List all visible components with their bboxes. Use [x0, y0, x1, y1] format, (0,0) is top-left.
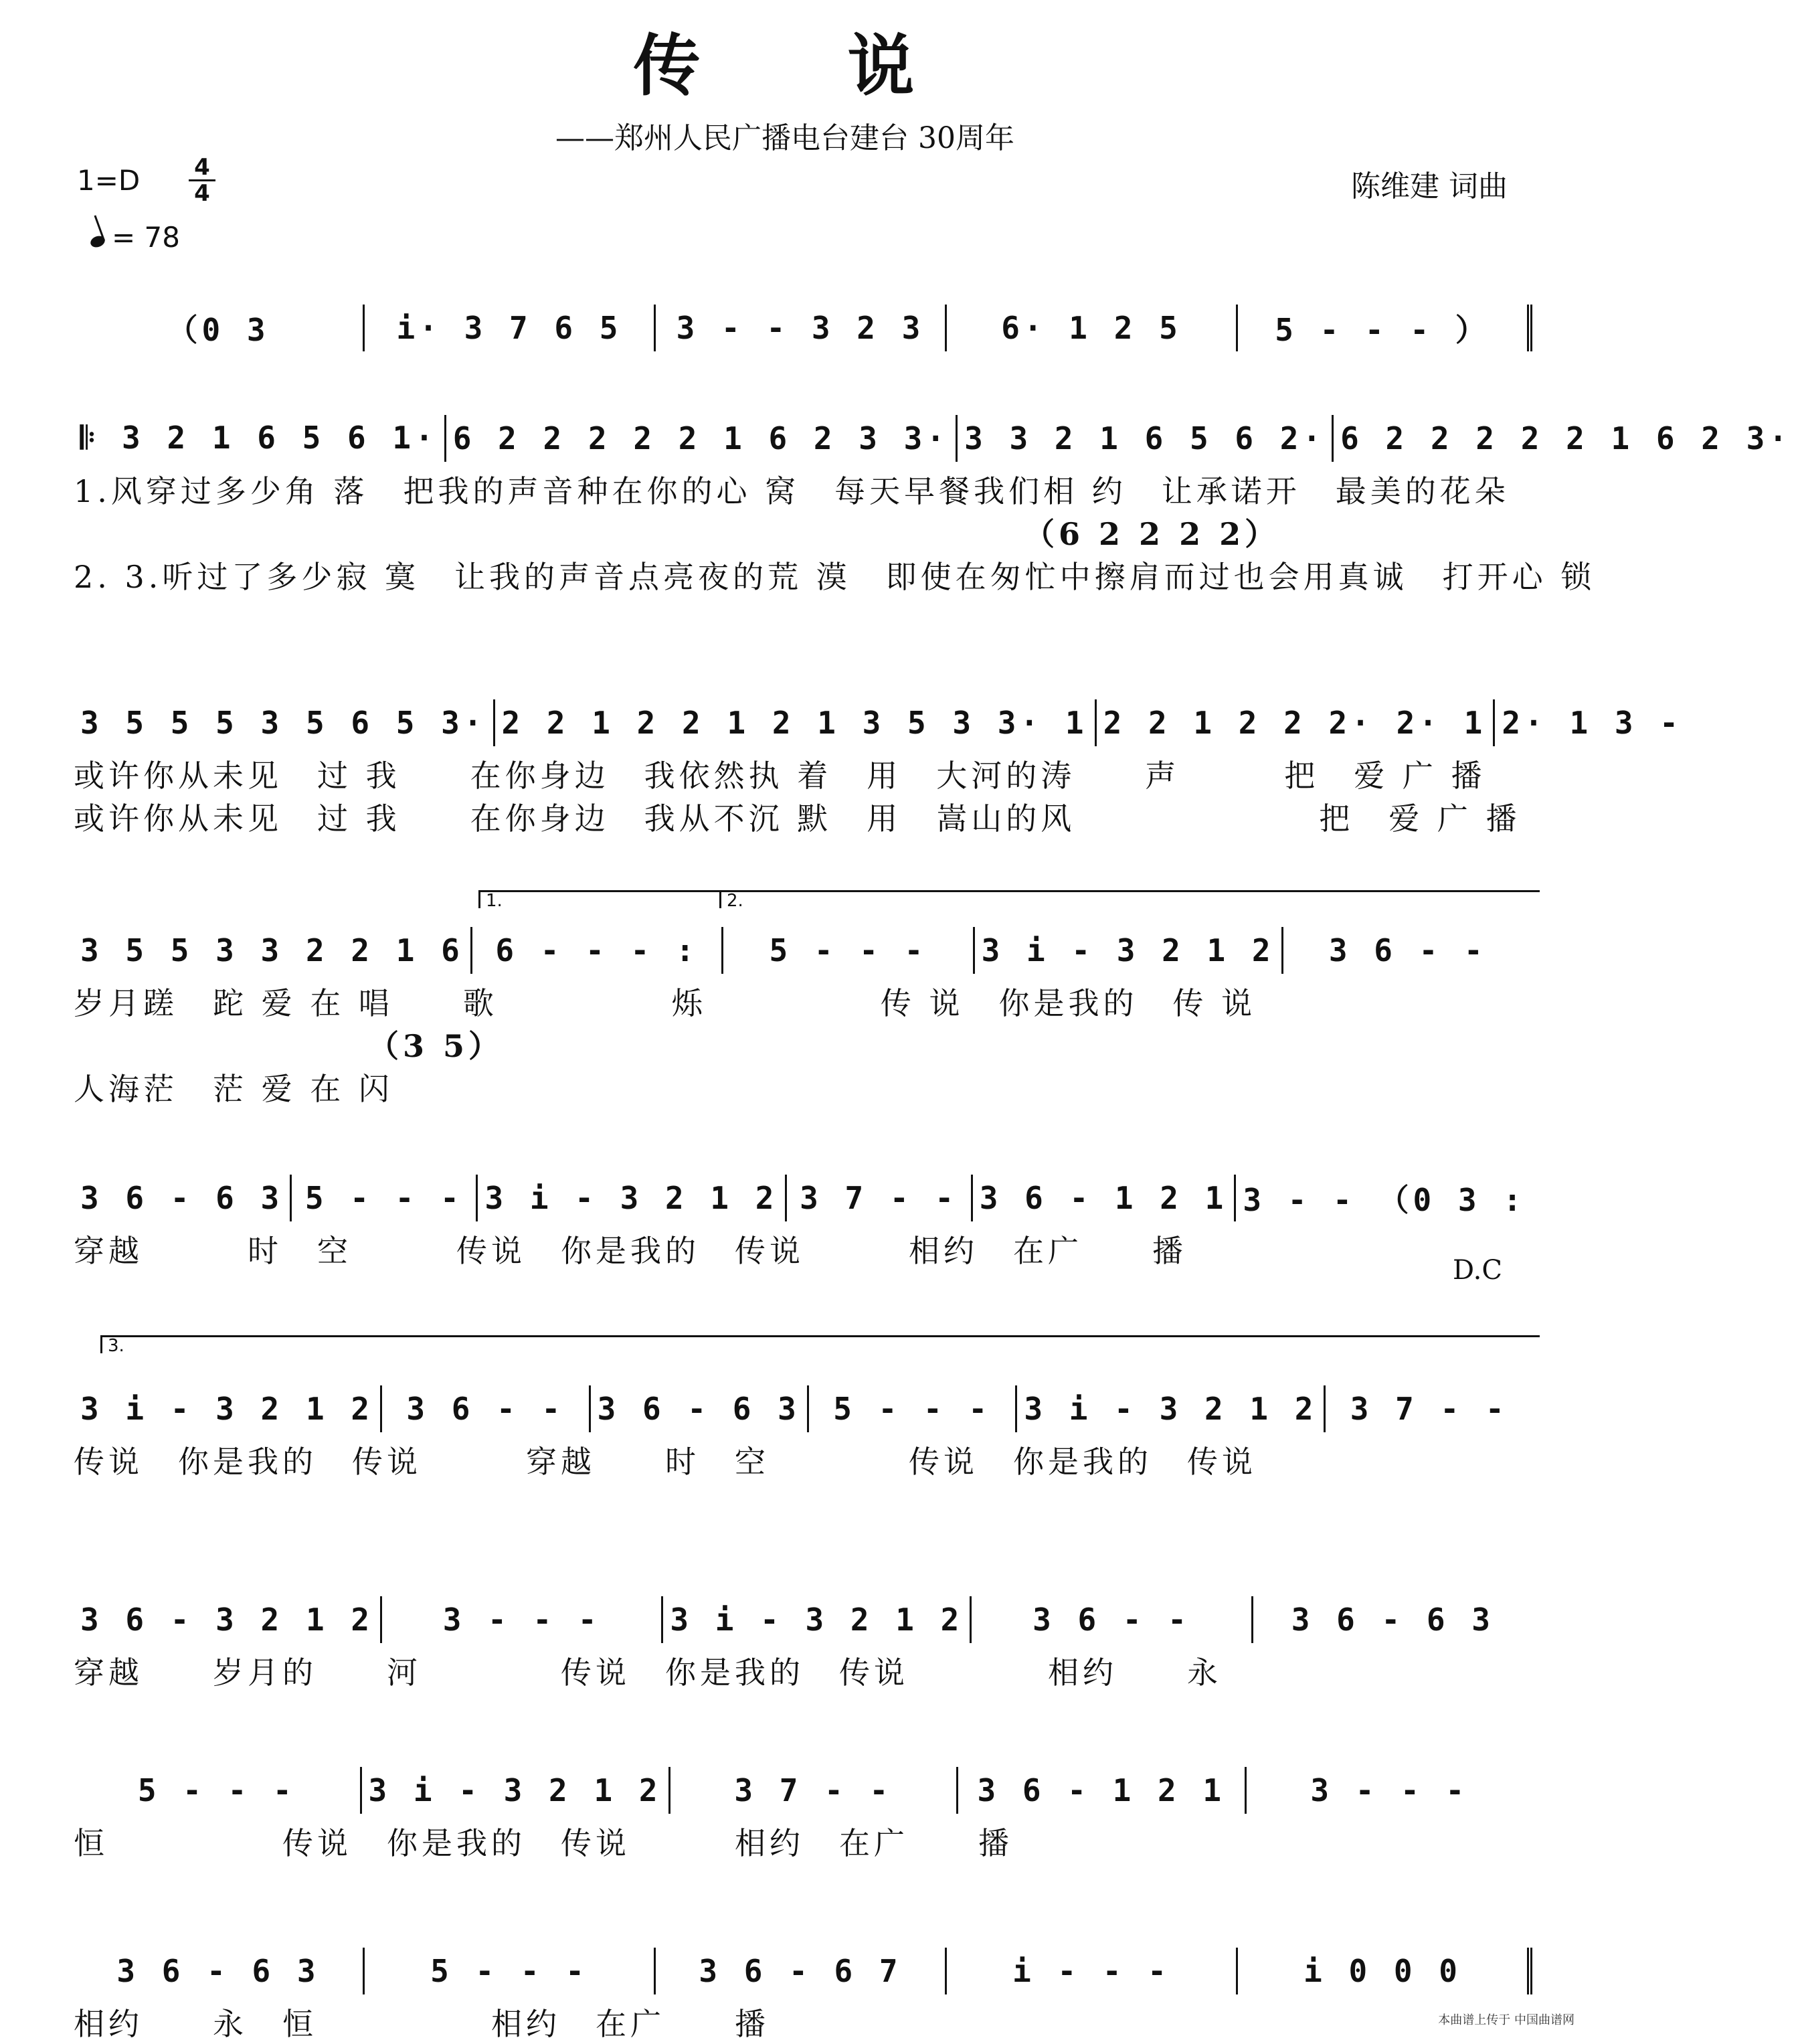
measure-notes: 5 - - -: [769, 932, 927, 968]
lyric-line: 人海茫 茫 爱 在 闪: [74, 1071, 393, 1107]
notes-row: [74, 1948, 1532, 1994]
measure-notes: 3 6 - 6 3: [80, 1180, 284, 1216]
measure: [1234, 1175, 1532, 1221]
volta-bracket: 3.: [100, 1335, 1540, 1353]
measure: [654, 305, 945, 351]
measure-notes: i· 3 7 6 5: [396, 310, 622, 346]
time-signature: [189, 155, 215, 205]
measure: [74, 305, 363, 351]
measure-notes: 3 6 - 6 3: [1291, 1602, 1494, 1638]
measure-notes: （0 3: [167, 312, 270, 348]
measure: [661, 1596, 970, 1643]
measure: [74, 415, 444, 462]
measure-notes: 3 - - -: [442, 1602, 601, 1638]
measure: [363, 305, 654, 351]
measure-notes: 3 3 2 1 6 5 6 2·: [964, 420, 1326, 456]
measure-notes: 3 6 - -: [406, 1391, 565, 1427]
measure: [970, 1596, 1251, 1643]
measure-notes: i - - -: [1012, 1953, 1170, 1989]
measure: [74, 1767, 360, 1814]
song-subtitle: ——郑州人民广播电台建台 30周年: [555, 121, 1014, 155]
lyric-line: （6 2 2 2 2）: [1024, 516, 1280, 552]
measure: [785, 1175, 971, 1221]
composer-credit: 陈维建 词曲: [1351, 169, 1508, 203]
measure-notes: 5 - - -: [137, 1772, 296, 1808]
measure-notes: 6 2 2 2 2 2 1 6 2 3 3·: [452, 420, 950, 456]
measure: [973, 927, 1281, 974]
measure: [74, 1175, 290, 1221]
measure-notes: 3 6 - 1 2 1: [977, 1772, 1226, 1808]
measure-notes: 3 - - 3 2 3: [676, 310, 925, 346]
measure-notes: 3 6 - 6 7: [699, 1953, 902, 1989]
measure: [945, 1948, 1236, 1994]
measure-notes: 3 i - 3 2 1 2: [80, 1391, 374, 1427]
lyric-line: 1.风穿过多少角 落 把我的声音种在你的心 窝 每天早餐我们相 约 让承诺开 最美的花朵: [74, 473, 1510, 509]
measure-notes: 5 - - -: [430, 1953, 588, 1989]
lyric-line: 传说 你是我的 传说 穿越 时 空 传说 你是我的 传说: [74, 1444, 1257, 1480]
measure-notes: 3 i - 3 2 1 2: [981, 932, 1275, 968]
measure: [74, 699, 493, 746]
measure: [1324, 1385, 1532, 1432]
measure: [971, 1175, 1235, 1221]
lyric-line: 2. 3.听过了多少寂 寞 让我的声音点亮夜的荒 漠 即使在匆忙中擦肩而过也会用真诚 打开心 锁: [74, 559, 1596, 595]
measure-notes: 2 2 1 2 2 2· 2· 1: [1103, 705, 1487, 741]
measure-notes: 3 7 - -: [1350, 1391, 1508, 1427]
notes-row: [74, 1596, 1532, 1643]
measure-notes: 3 6 - 6 3: [597, 1391, 800, 1427]
lyric-line: 穿越 时 空 传说 你是我的 传说 相约 在广 播: [74, 1233, 1187, 1269]
notes-row: [74, 1385, 1532, 1432]
lyric-line: 或许你从未见 过 我 在你身边 我从不沉 默 用 嵩山的风 把 爱 广 播: [74, 800, 1521, 837]
measure: [956, 1767, 1245, 1814]
measure-notes: 3 i - 3 2 1 2: [670, 1602, 964, 1638]
measure-notes: 3 6 - 3 2 1 2: [80, 1602, 374, 1638]
measure: [380, 1385, 589, 1432]
measure-notes: 3 5 5 5 3 5 6 5 3·: [80, 705, 486, 741]
measure-notes: 6 2 2 2 2 2 1 6 2 3·: [1340, 420, 1792, 456]
measure: [668, 1767, 957, 1814]
measure: [380, 1596, 661, 1643]
measure-notes: 𝄆 3 2 1 6 5 6 1·: [80, 420, 438, 456]
measure-notes: 3 i - 3 2 1 2: [368, 1772, 662, 1808]
measure-notes: 2 2 1 2 2 1 2 1 3 5 3 3· 1: [501, 705, 1088, 741]
measure-notes: 3 5 5 3 3 2 2 1 6: [80, 932, 464, 968]
measure-notes: 3 7 - -: [734, 1772, 893, 1808]
measure-notes: 3 6 - -: [1032, 1602, 1190, 1638]
tempo-value: = 78: [112, 221, 180, 254]
measure: [1236, 1948, 1532, 1994]
measure: [1493, 699, 1689, 746]
measure: [74, 1596, 380, 1643]
measure: [493, 699, 1095, 746]
notes-row: [74, 415, 1792, 462]
lyric-line: 或许你从未见 过 我 在你身边 我依然执 着 用 大河的涛 声 把 爱 广 播: [74, 758, 1486, 794]
measure: [956, 415, 1332, 462]
measure-notes: 6 - - - :: [495, 932, 699, 968]
measure-notes: i 0 0 0: [1303, 1953, 1461, 1989]
measure-notes: 3 i - 3 2 1 2: [1024, 1391, 1318, 1427]
notes-row: [74, 1767, 1532, 1814]
meter-numerator: 4: [189, 155, 215, 181]
measure: [444, 415, 956, 462]
meter-denominator: 4: [194, 180, 210, 207]
measure-notes: 6· 1 2 5: [1001, 310, 1182, 346]
measure-notes: 5 - - -: [833, 1391, 992, 1427]
measure: [1281, 927, 1532, 974]
measure: [360, 1767, 668, 1814]
notes-row: [74, 305, 1532, 351]
measure: [290, 1175, 476, 1221]
lyric-line: 相约 永 恒 相约 在广 播: [74, 2006, 770, 2042]
measure: [74, 927, 470, 974]
key-signature: 1=D: [77, 164, 141, 197]
measure: [721, 927, 972, 974]
measure: [654, 1948, 945, 1994]
measure-notes: 3 6 - -: [1328, 932, 1487, 968]
song-title: 传 说: [633, 26, 955, 105]
lyric-line: （3 5）: [368, 1028, 504, 1064]
measure-notes: 3 - - （0 3 :: [1243, 1182, 1526, 1218]
measure-notes: 2· 1 3 -: [1502, 705, 1682, 741]
measure: [74, 1385, 380, 1432]
notes-row: [74, 927, 1532, 974]
tempo-marking: [90, 221, 180, 254]
measure-notes: 3 6 - 6 3: [116, 1953, 320, 1989]
measure: [945, 305, 1236, 351]
measure-notes: 3 6 - 1 2 1: [979, 1180, 1228, 1216]
da-capo-marking: D.C: [1453, 1255, 1502, 1286]
measure: [1015, 1385, 1324, 1432]
notes-row: [74, 699, 1682, 746]
lyric-line: 恒 传说 你是我的 传说 相约 在广 播: [74, 1825, 1013, 1861]
measure-notes: 5 - - -: [304, 1180, 463, 1216]
measure: [74, 1948, 363, 1994]
measure: [363, 1948, 654, 1994]
measure: [1251, 1596, 1532, 1643]
measure: [1332, 415, 1798, 462]
measure-notes: 3 7 - -: [800, 1180, 958, 1216]
measure: [470, 927, 721, 974]
lyric-line: 穿越 岁月的 河 传说 你是我的 传说 相约 永: [74, 1654, 1222, 1691]
footer-watermark: 本曲谱上传于 中国曲谱网: [1438, 2013, 1575, 2027]
measure: [589, 1385, 807, 1432]
measure: [807, 1385, 1016, 1432]
volta-bracket: 2.: [719, 890, 1540, 908]
measure-notes: 5 - - - ）: [1275, 312, 1490, 348]
measure-notes: 3 - - -: [1310, 1772, 1469, 1808]
measure: [1236, 305, 1532, 351]
volta-bracket: 1.: [478, 890, 720, 908]
quarter-note-icon: [89, 234, 106, 250]
measure: [1245, 1767, 1533, 1814]
measure: [1095, 699, 1494, 746]
measure-notes: 3 i - 3 2 1 2: [484, 1180, 778, 1216]
notes-row: [74, 1175, 1532, 1221]
measure: [476, 1175, 784, 1221]
lyric-line: 岁月蹉 跎 爱 在 唱 歌 烁 传 说 你是我的 传 说: [74, 985, 1257, 1021]
